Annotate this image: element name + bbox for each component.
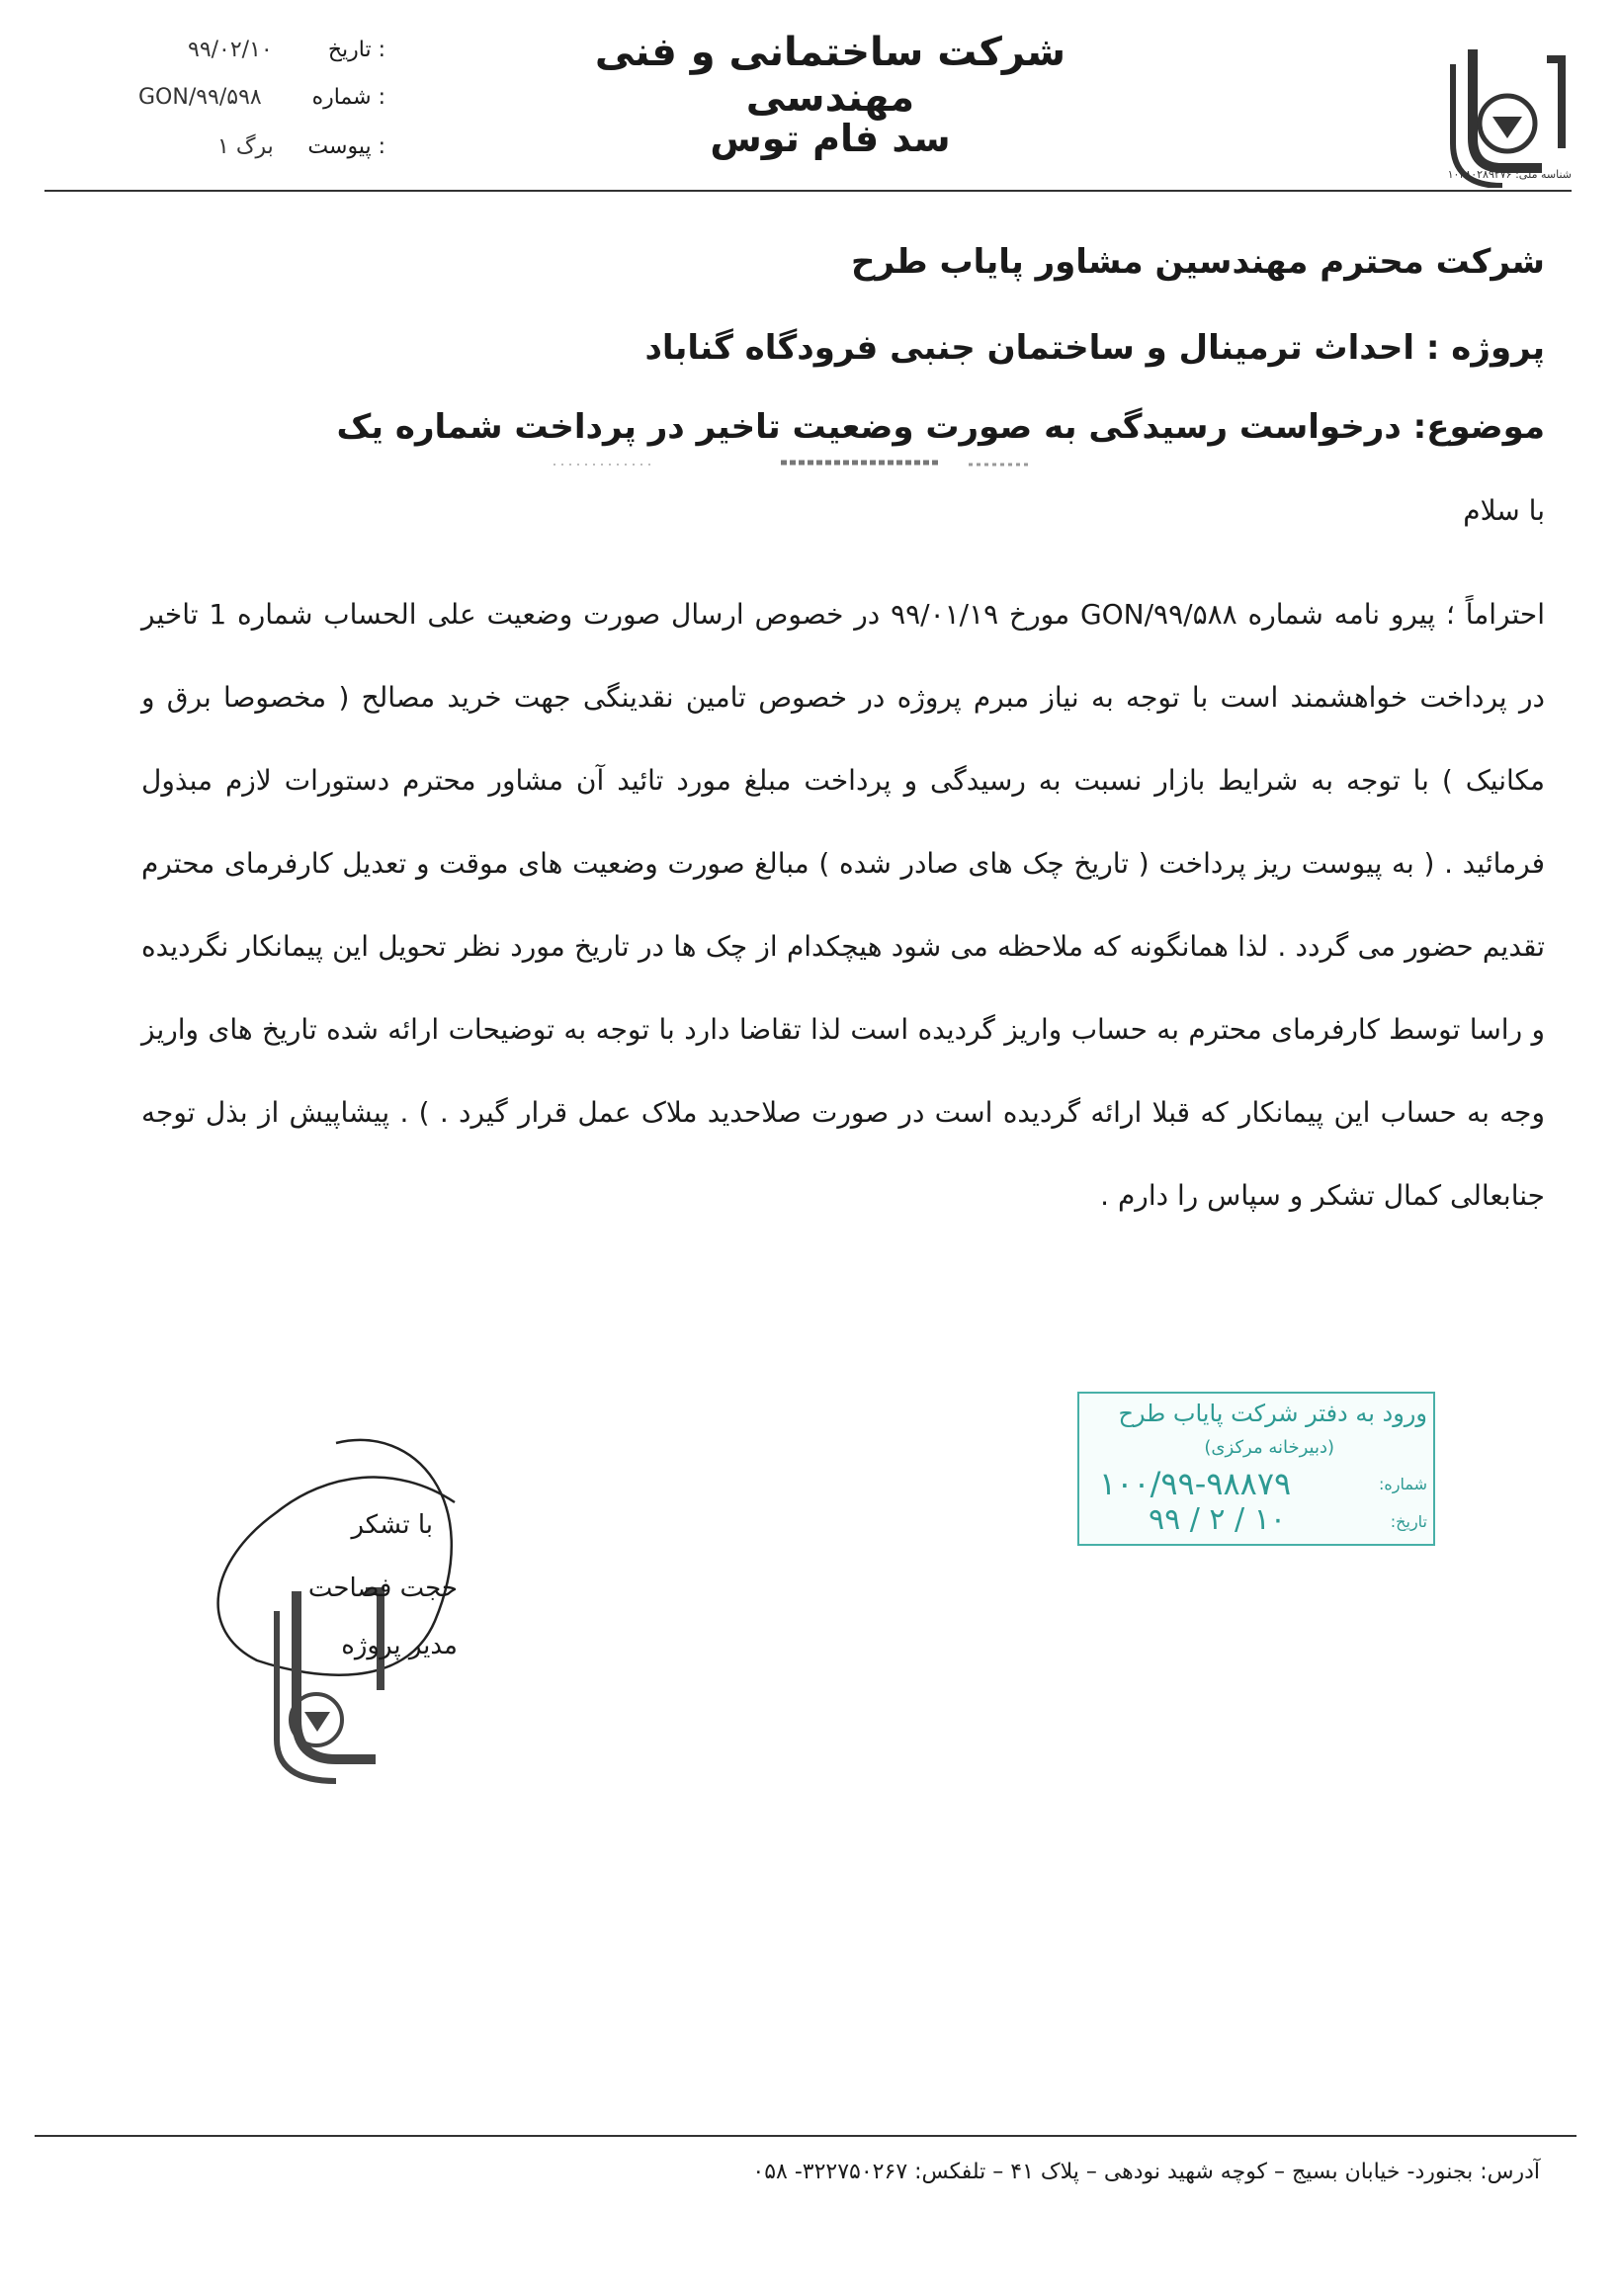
letter-body: احتراماً ؛ پیرو نامه شماره GON/۹۹/۵۸۸ مورخ ۹۹/۰۱/۱۹ در خصوص ارسال صورت وضعیت علی الحساب شماره 1 تاخیر در پرداخت خواهشمند است با توجه به نیاز مبرم پروژه در خصوص تامین نقدینگی جهت خرید مصالح ( مخصوصا برق و مکانیک ) با توجه به شرایط بازار نسبت به رسیدگی و پرداخت مبلغ مورد تائید آن مشاور محترم دستورات لازم مبذول فرمائید . ( به پیوست ریز پرداخت ( تاریخ چک های صادر شده ) مبالغ صورت وضعیت های موقت و تعدیل کارفرمای محترم تقدیم حضور می گردد . لذا همانگونه که ملاحظه می شود هیچکدام از چک ها در تاریخ مورد نظر تحویل این پیمانکار نگردیده و راسا توسط کارفرمای محترم به حساب واریز گردیده است لذا تقاضا دارد با توجه به توضیحات ارائه شده تاریخ های واریز وجه به حساب این پیمانکار که قبلا ارائه گردیده است در صورت صلاحدید ملاک عمل قرار گیرد . ) . پیشاپیش از بذل توجه جنابعالی کمال تشکر و سپاس را دارم . bbox=[141, 598, 1545, 1212]
stamp-title: ورود به دفتر شرکت پایاب طرح bbox=[1118, 1400, 1427, 1427]
signature-thanks: با تشکر bbox=[351, 1510, 433, 1540]
header-divider bbox=[44, 190, 1572, 192]
greeting: با سلام bbox=[1463, 494, 1545, 527]
recipient: شرکت محترم مهندسین مشاور پایاب طرح bbox=[851, 242, 1545, 282]
stamp-date-value: ۹۹ / ۲ / ۱۰ bbox=[1149, 1502, 1286, 1537]
date-value: ۹۹/۰۲/۱۰ bbox=[188, 38, 273, 62]
project-line: پروژه : احداث ترمینال و ساختمان جنبی فرودگاه گناباد bbox=[644, 328, 1545, 368]
stamp-subtitle: (دبیرخانه مرکزی) bbox=[1204, 1437, 1334, 1458]
attachment-label: پیوست : bbox=[307, 134, 385, 159]
subject-line: موضوع: درخواست رسیدگی به صورت وضعیت تاخیر در پرداخت شماره یک bbox=[336, 407, 1545, 447]
scan-noise bbox=[534, 453, 1127, 474]
signature-title: مدیر پروژه bbox=[341, 1631, 458, 1660]
footer-divider bbox=[35, 2135, 1576, 2137]
stamp-number-value: ۱۰۰/۹۹-۹۸۸۷۹ bbox=[1099, 1465, 1292, 1502]
logo-caption: شناسه ملی: ۱۰۲۸۰۲۸۹۲۷۶ bbox=[1447, 168, 1572, 181]
number-label: شماره : bbox=[311, 85, 385, 110]
date-row bbox=[128, 38, 385, 77]
stamp-number-label: شماره: bbox=[1378, 1475, 1427, 1493]
number-value: GON/۹۹/۵۹۸ bbox=[138, 85, 262, 110]
company-name-line1: شرکت ساختمانی و فنی مهندسی bbox=[594, 30, 1066, 121]
date-label: تاریخ : bbox=[327, 38, 385, 62]
logo-icon bbox=[1413, 30, 1572, 188]
attachment-value: ۱ برگ bbox=[217, 134, 274, 159]
stamp-date-label: تاریخ: bbox=[1390, 1512, 1427, 1531]
received-stamp bbox=[1077, 1392, 1435, 1546]
company-name-line2: سد فام توس bbox=[710, 117, 951, 160]
company-logo bbox=[1413, 30, 1572, 188]
signature-name: حجت فصاحت bbox=[307, 1573, 458, 1603]
number-row bbox=[128, 85, 385, 125]
footer-address: آدرس: بجنورد- خیابان بسیج – کوچه شهید نودهی – پلاک ۴۱ – تلفکس: ۳۲۲۷۵۰۲۶۷- ۰۵۸ bbox=[752, 2160, 1540, 2184]
attachment-row bbox=[128, 134, 385, 174]
signature-stamp-graphic bbox=[198, 1423, 494, 1799]
